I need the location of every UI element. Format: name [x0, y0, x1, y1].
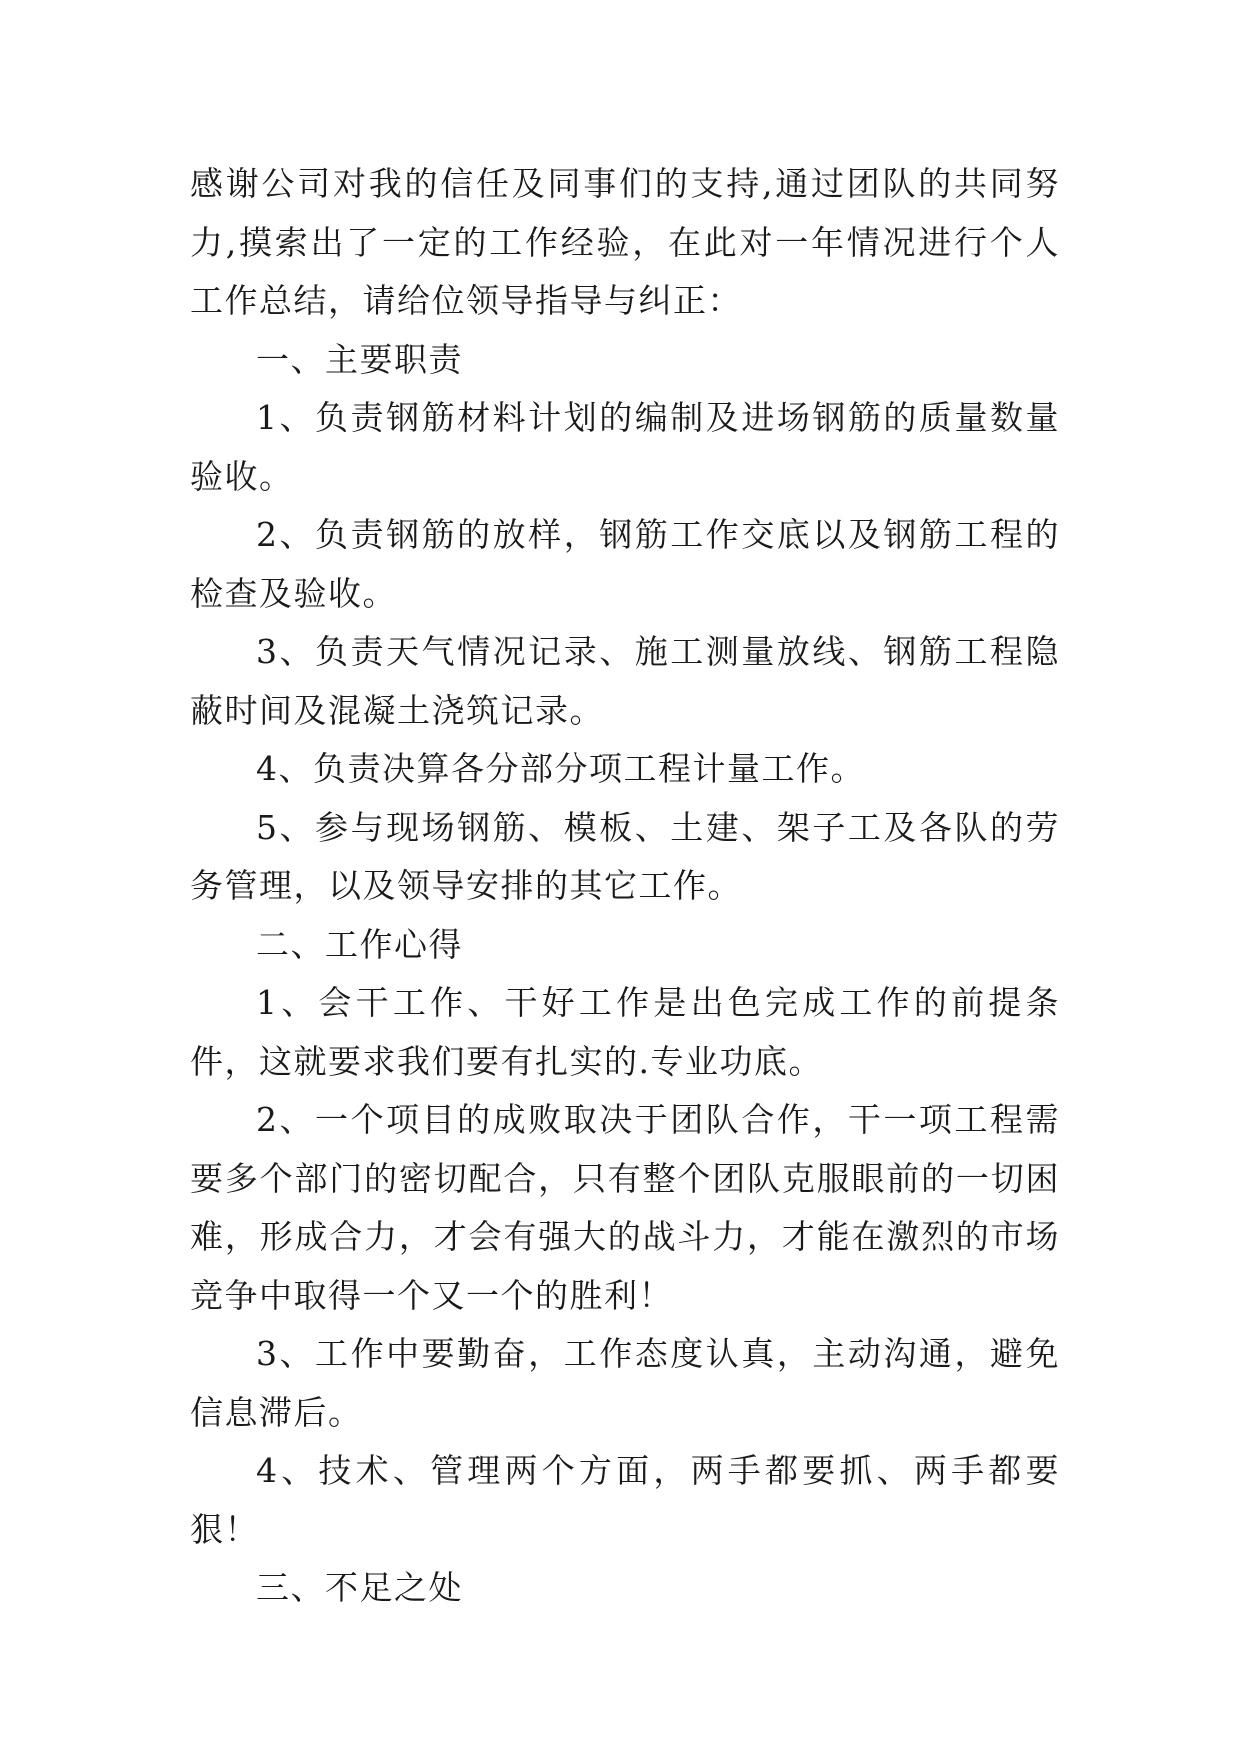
insight-item-2: 2、一个项目的成败取决于团队合作，干一项工程需要多个部门的密切配合，只有整个团队克服眼前的一切困难，形成合力，才会有强大的战斗力，才能在激烈的市场竞争中取得一个又一个的胜利！ [190, 1100, 1060, 1315]
insight-item-1: 1、会干工作、干好工作是出色完成工作的前提条件，这就要求我们要有扎实的.专业功底。 [190, 983, 1060, 1081]
section-heading-work-insights: 二、工作心得 [256, 924, 463, 964]
insight-item-4: 4、技术、管理两个方面，两手都要抓、两手都要狠！ [190, 1451, 1060, 1549]
duty-item-5: 5、参与现场钢筋、模板、土建、架子工及各队的劳务管理，以及领导安排的其它工作。 [190, 807, 1060, 905]
section-heading-shortcomings: 三、不足之处 [256, 1568, 463, 1607]
duty-item-3: 3、负责天气情况记录、施工测量放线、钢筋工程隐蔽时间及混凝土浇筑记录。 [190, 632, 1060, 730]
insight-item-3: 3、工作中要勤奋，工作态度认真，主动沟通，避免信息滞后。 [190, 1334, 1060, 1432]
section-heading-main-duties: 一、主要职责 [256, 339, 463, 379]
duty-item-1: 1、负责钢筋材料计划的编制及进场钢筋的质量数量验收。 [190, 398, 1060, 496]
document-body [190, 155, 1060, 1618]
duty-item-4: 4、负责决算各分部分项工程计量工作。 [256, 749, 865, 788]
duty-item-2: 2、负责钢筋的放样，钢筋工作交底以及钢筋工程的检查及验收。 [190, 515, 1060, 613]
intro-paragraph: 感谢公司对我的信任及同事们的支持,通过团队的共同努力,摸索出了一定的工作经验，在此对一年情况进行个人工作总结，请给位领导指导与纠正： [190, 164, 1060, 320]
